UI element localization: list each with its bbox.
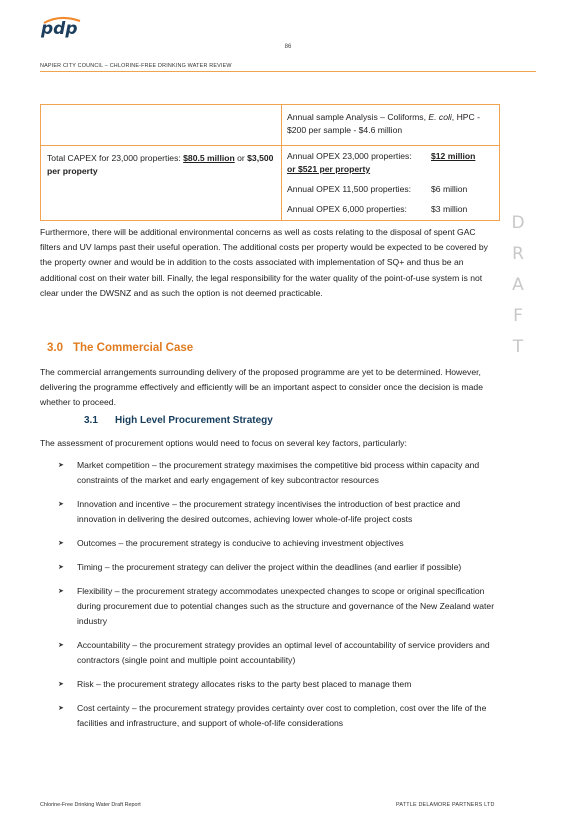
page-number: 86 (284, 44, 292, 50)
list-item (58, 458, 498, 488)
list-item (58, 638, 498, 668)
watermark-letter: A (512, 275, 524, 295)
list-item-text: Market competition – the procurement strategy maximises the competitive bid process within capacity and constraints of the market and early engagement of key subcontractor resources (77, 460, 480, 486)
logo-text: pdp (41, 19, 78, 39)
procurement-factors-list (58, 458, 498, 740)
document-title: NAPIER CITY COUNCIL – CHLORINE-FREE DRINKING WATER REVIEW (40, 63, 232, 69)
list-item (58, 560, 498, 575)
watermark-letter: D (511, 213, 525, 233)
list-item (58, 536, 498, 551)
opex-line-23000 (287, 150, 493, 163)
list-item (58, 497, 498, 527)
opex-label: Annual OPEX 23,000 properties: (287, 151, 412, 161)
draft-watermark (506, 208, 530, 363)
list-item-text: Outcomes – the procurement strategy is conducive to achieving investment objectives (77, 538, 404, 548)
opex-line-11500 (287, 183, 493, 203)
watermark-letter: T (512, 337, 524, 357)
table-cell-empty (41, 105, 282, 146)
sample-analysis-cost: , HPC - $200 per sample - $4.6 million (287, 112, 480, 135)
capex-label: Total CAPEX for 23,000 properties: (47, 153, 184, 163)
paragraph-disposal-concerns: Furthermore, there will be additional environmental concerns as well as costs relating to the disposal of spent GAC filters and UV lamps past their useful operation. The additional costs per property would be expected to be covered by the property owner and would be in addition to the costs associated with implementation of SQ+ and thus be an additional cost on their water bill. Finally, the legal responsibility for the water quality of the point-of-use system is not clear under the DWSNZ and as such the option is not deemed practicable. (40, 227, 488, 298)
opex-value: $6 million (431, 184, 468, 194)
watermark-letter: R (512, 244, 524, 264)
capex-or: or (234, 153, 248, 163)
opex-value: $3 million (431, 204, 468, 214)
opex-value: $12 million (431, 151, 476, 161)
ecoli-text: E. coli (428, 112, 452, 122)
list-item-text: Accountability – the procurement strategy provides an optimal level of accountability of service providers and contractors (single point and multiple point accountability) (77, 639, 490, 665)
arrow-bullet-icon: ➤ (58, 563, 64, 571)
arrow-bullet-icon: ➤ (58, 704, 64, 712)
arrow-bullet-icon: ➤ (58, 462, 64, 469)
table-cell-capex (41, 146, 282, 221)
list-item-text: Cost certainty – the procurement strategy provides certainty over cost to completion, cost over the life of the facilities and infrastructure, and support of whole-of-life considerations (77, 702, 487, 728)
arrow-bullet-icon: ➤ (58, 680, 64, 688)
arrow-bullet-icon: ➤ (58, 540, 64, 547)
cost-table (40, 104, 500, 221)
list-item (58, 677, 498, 692)
list-item (58, 701, 498, 731)
table-cell-sample-analysis (282, 105, 500, 146)
list-item-text: Innovation and incentive – the procurement strategy incentivises the introduction of best practice and innovation in delivering the desired outcomes, achieving lower whole-of-life project costs (77, 499, 461, 525)
sample-analysis-text: Annual sample Analysis – Coliforms, (287, 112, 429, 122)
header-rule (40, 71, 536, 72)
footer-report-name: Chlorine-Free Drinking Water Draft Report (40, 802, 141, 808)
list-item (58, 584, 498, 630)
arrow-bullet-icon: ➤ (58, 501, 64, 508)
capex-total: $80.5 million (183, 153, 235, 163)
capex-per-property: $3,500 per property (47, 153, 274, 176)
opex-label: Annual OPEX 11,500 properties: (287, 184, 412, 194)
list-item-text: Timing – the procurement strategy can deliver the project within the deadlines (and earlier if possible) (77, 561, 462, 572)
list-item-text: Risk – the procurement strategy allocates risks to the party best placed to manage them (77, 678, 412, 689)
subsection-number: 3.1 (84, 415, 98, 426)
arrow-bullet-icon: ➤ (58, 641, 64, 649)
table-row (41, 105, 500, 146)
arrow-bullet-icon: ➤ (58, 587, 64, 595)
section-heading (47, 342, 193, 354)
opex-per-property-line (287, 163, 493, 183)
subsection-title: High Level Procurement Strategy (115, 415, 273, 426)
section-number: 3.0 (47, 342, 63, 354)
opex-per-property: or $521 per property (287, 164, 371, 174)
paragraph-procurement-intro: The assessment of procurement options would need to focus on several key factors, particularly: (40, 438, 407, 448)
opex-label: Annual OPEX 6,000 properties: (287, 204, 407, 214)
paragraph-commercial: The commercial arrangements surrounding delivery of the proposed programme are yet to be determined. However, delivering the programme effectively and efficiently will be an important aspect to consider once the decision is made whether to proceed. (40, 367, 483, 408)
table-cell-opex (282, 146, 500, 221)
subsection-heading (84, 415, 273, 426)
watermark-letter: F (513, 306, 523, 326)
section-title: The Commercial Case (73, 342, 194, 354)
list-item-text: Flexibility – the procurement strategy accommodates unexpected changes to scope or original specification during procurement due to potential changes such as the structure and governance of the New Zealand water industry (77, 585, 495, 626)
pdp-logo (40, 16, 84, 40)
opex-line-6000 (287, 203, 493, 216)
footer-company: PATTLE DELAMORE PARTNERS LTD (396, 802, 495, 808)
table-row (41, 146, 500, 221)
